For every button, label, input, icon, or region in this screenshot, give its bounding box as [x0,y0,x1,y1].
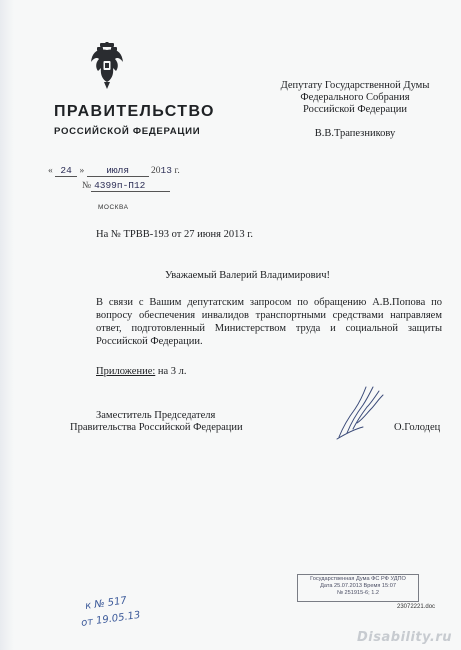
addressee-line: Депутату Государственной Думы [280,80,430,91]
date-month: июля [87,165,149,177]
number-prefix: № [82,181,92,191]
registration-stamp [297,574,419,602]
addressee-line: Федерального Собрания [300,92,410,103]
date-day: 24 [55,165,77,177]
stamp-line: № 251915-6; 1.2 [336,590,380,596]
date-year: 13 [160,165,172,176]
signer-position [70,410,243,434]
addressee-line: Российской Федерации [303,104,407,115]
stamp-line: Дата 25.07.2013 Время 15:07 [320,583,396,589]
signer-position-line: Заместитель Председателя [96,410,216,421]
handwritten-note: от 19.05.13 [80,609,142,629]
signer-position-line: Правительства Российской Федерации [70,422,243,433]
addressee-name: В.В.Трапезникову [314,128,396,139]
document-id: 23072221.doc [397,604,436,610]
year-prefix: 20 [151,166,161,176]
quote-open: « [48,166,53,176]
site-watermark: Disability.ru [357,630,453,645]
greeting: Уважаемый Валерий Владимирович! [165,270,331,281]
number-value: 4399п-П12 [91,180,170,192]
body-paragraph: В связи с Вашим депутатским запросом по обращению А.В.Попова по вопросу обеспечения инвалидов транспортными средствами направляем ответ, подготовленный Министерством труда и социальной защиты Российской Федерации. [96,297,442,347]
city-label: МОСКВА [98,204,129,211]
registration-number [82,180,170,192]
registration-date [48,165,180,177]
coat-of-arms-icon [90,42,124,90]
year-suffix: г. [174,166,180,176]
stamp-line: Государственная Дума ФС РФ УДПО [310,576,406,582]
government-title: ПРАВИТЕЛЬСТВО [54,103,215,120]
handwritten-note: к № 517 [84,595,128,612]
addressee-block [272,80,438,140]
attachment-label: Приложение: [96,366,156,377]
government-subtitle: РОССИЙСКОЙ ФЕДЕРАЦИИ [54,126,201,137]
attachment-line [96,366,187,377]
attachment-value: на 3 л. [157,366,187,377]
signer-name: О.Голодец [394,422,441,433]
handwritten-signature [333,383,393,441]
reference-line: На № ТРВВ-193 от 27 июня 2013 г. [96,229,254,240]
quote-close: » [79,166,85,176]
scan-edge-shadow [0,0,14,650]
